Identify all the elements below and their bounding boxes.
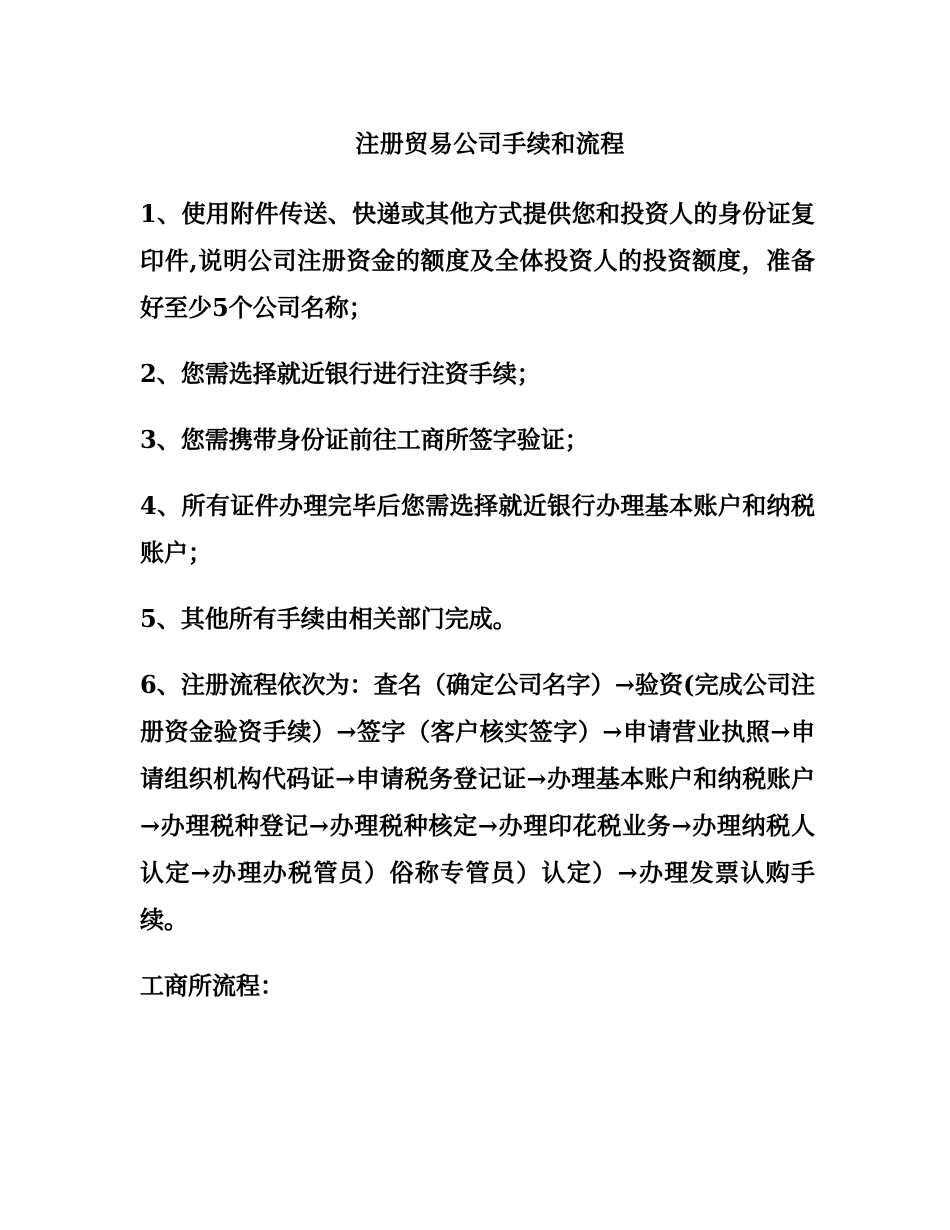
document-title: 注册贸易公司手续和流程 — [355, 129, 625, 158]
document-body — [140, 190, 815, 1009]
paragraph-step-2: 2、您需选择就近银行进行注资手续； — [140, 359, 541, 388]
paragraph-step-6: 6、注册流程依次为：查名（确定公司名字）→验资(完成公司注册资金验资手续）→签字（客户核实签字）→申请营业执照→申请组织机构代码证→申请税务登记证→办理基本账户和纳税账户→办理税种登记→办理税种核定→办理印花税业务→办理纳税人认定→办理办税管员）俗称专管员）认定）→办理发票认购手续。 — [140, 670, 815, 934]
paragraph-step-1: 1、使用附件传送、快递或其他方式提供您和投资人的身份证复印件,说明公司注册资金的额度及全体投资人的投资额度，准备好至少5个公司名称； — [140, 199, 815, 322]
section-heading-bureau-process: 工商所流程： — [140, 971, 284, 1000]
paragraph-step-5: 5、其他所有手续由相关部门完成。 — [140, 604, 517, 633]
paragraph-step-3: 3、您需携带身份证前往工商所签字验证； — [140, 425, 589, 454]
paragraph-step-4: 4、所有证件办理完毕后您需选择就近银行办理基本账户和纳税账户； — [140, 491, 815, 567]
